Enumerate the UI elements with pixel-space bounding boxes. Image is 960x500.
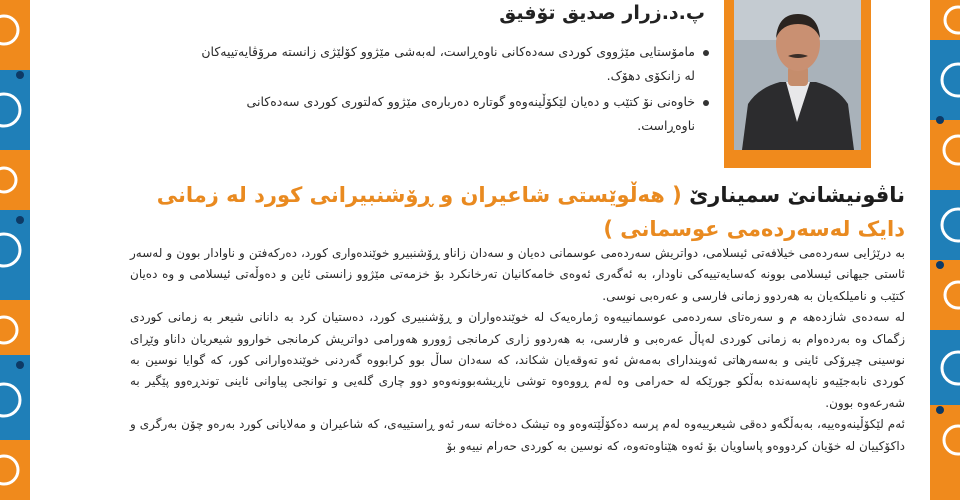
author-photo-frame xyxy=(724,0,871,168)
seminar-title xyxy=(110,178,905,246)
seminar-title-topic: ( هەڵوێستی شاعیران و ڕۆشنبیرانی کورد لە زمانی دایک لەسەردەمی عوسمانی ) xyxy=(156,183,905,241)
abstract-paragraph: ئەم لێکۆڵینەوەییە، بەبەڵگەو دەقی شیعرییەوە لەم پرسە دەکۆڵێتەوەو وە تیشک دەخاتە سەر ئەو ڕاستییەی، کە شاعیران و مەلایانی کورد بەرەو چۆن بەرگری و داکۆکییان لە خۆیان کردووەو پاساویان بۆ ئەوە هێناوەتەوە، کە نوسین بە کوردی حەرام نییەو بۆ xyxy=(130,417,905,453)
left-decorative-border xyxy=(0,0,30,500)
abstract-paragraph: بە درێژایی سەردەمی خیلافەتی ئیسلامی، دواتریش سەردەمی عوسمانی دەیان و سەدان زاناو ڕۆشنبیرو خوێندەواری کورد، دەرکەفتن و ناوادار بوون و لەسەر ئاستی جیهانی ئیسلامی بوونە کەسایەتییەکی ناودار، بە ئەگەری ئەوەی خامەکانیان تەرخانکرد بۆ خزمەتی مێژوو زانستی ئاین و دەوڵەتی ئیسلامی و وە دەیان کتێب و نامیلکەیان بە هەردوو زمانی فارسی و عەرەبی نوسی. xyxy=(130,246,905,303)
author-bio-item: مامۆستایی مێژووی کوردی سەدەکانی ناوەڕاست، لەبەشی مێژوو کۆلێژی زانستە مرۆڤایەتییەکان لە زانکۆی دهۆک. xyxy=(200,40,695,88)
seminar-abstract xyxy=(130,243,905,457)
author-photo xyxy=(734,0,861,150)
seminar-title-prefix: ناڤونیشانێ سمینارێ xyxy=(689,183,905,207)
author-bio-item: خاوەنی نۆ کتێب و دەیان لێکۆڵینەوەو گوتارە دەربارەی مێژوو کەلتوری کوردی سەدەکانی ناوەڕاست. xyxy=(200,90,695,138)
abstract-paragraph: لە سەدەی شازدەهە م و سەرەتای سەردەمی عوسمانییەوە ژمارەیەک لە خوێندەواران و ڕۆشنبیری کورد، دەستیان کرد بە دانانی شیعر بە زمانی کوردی زگماک وە بەردەوام بە زمانی کوردی لەپاڵ عەرەبی و فارسی، بە هەردوو زاری کرمانجی ژوورو هەورامی دواتریش کرمانجی خواروو شیعریان داناو وێڕای نوسینی چیرۆکی ئاینی و بەسەرهاتی ئەویندارای بەمەش ئەو تەوقەیان شکاند، کە سەدان ساڵ بوو کرابووە گەردنی خوێندەوارانی کور، کە گوایا نوسین بە کوردی نابەجێیەو ناپەسەندە بەڵکو جورێکە لە حەرامی وە لەم ڕووەوە توشی ناڕیشەبوونەوەو دوو چاری گلەیی و توانجی پیاوانی ئاینی توندڕەوو پێگیر بە شەرعەوە بوون. xyxy=(130,310,905,410)
right-decorative-border xyxy=(930,0,960,500)
author-name: پ.د.زرار صدیق تۆفیق xyxy=(499,2,705,24)
author-bio-list xyxy=(200,40,711,140)
